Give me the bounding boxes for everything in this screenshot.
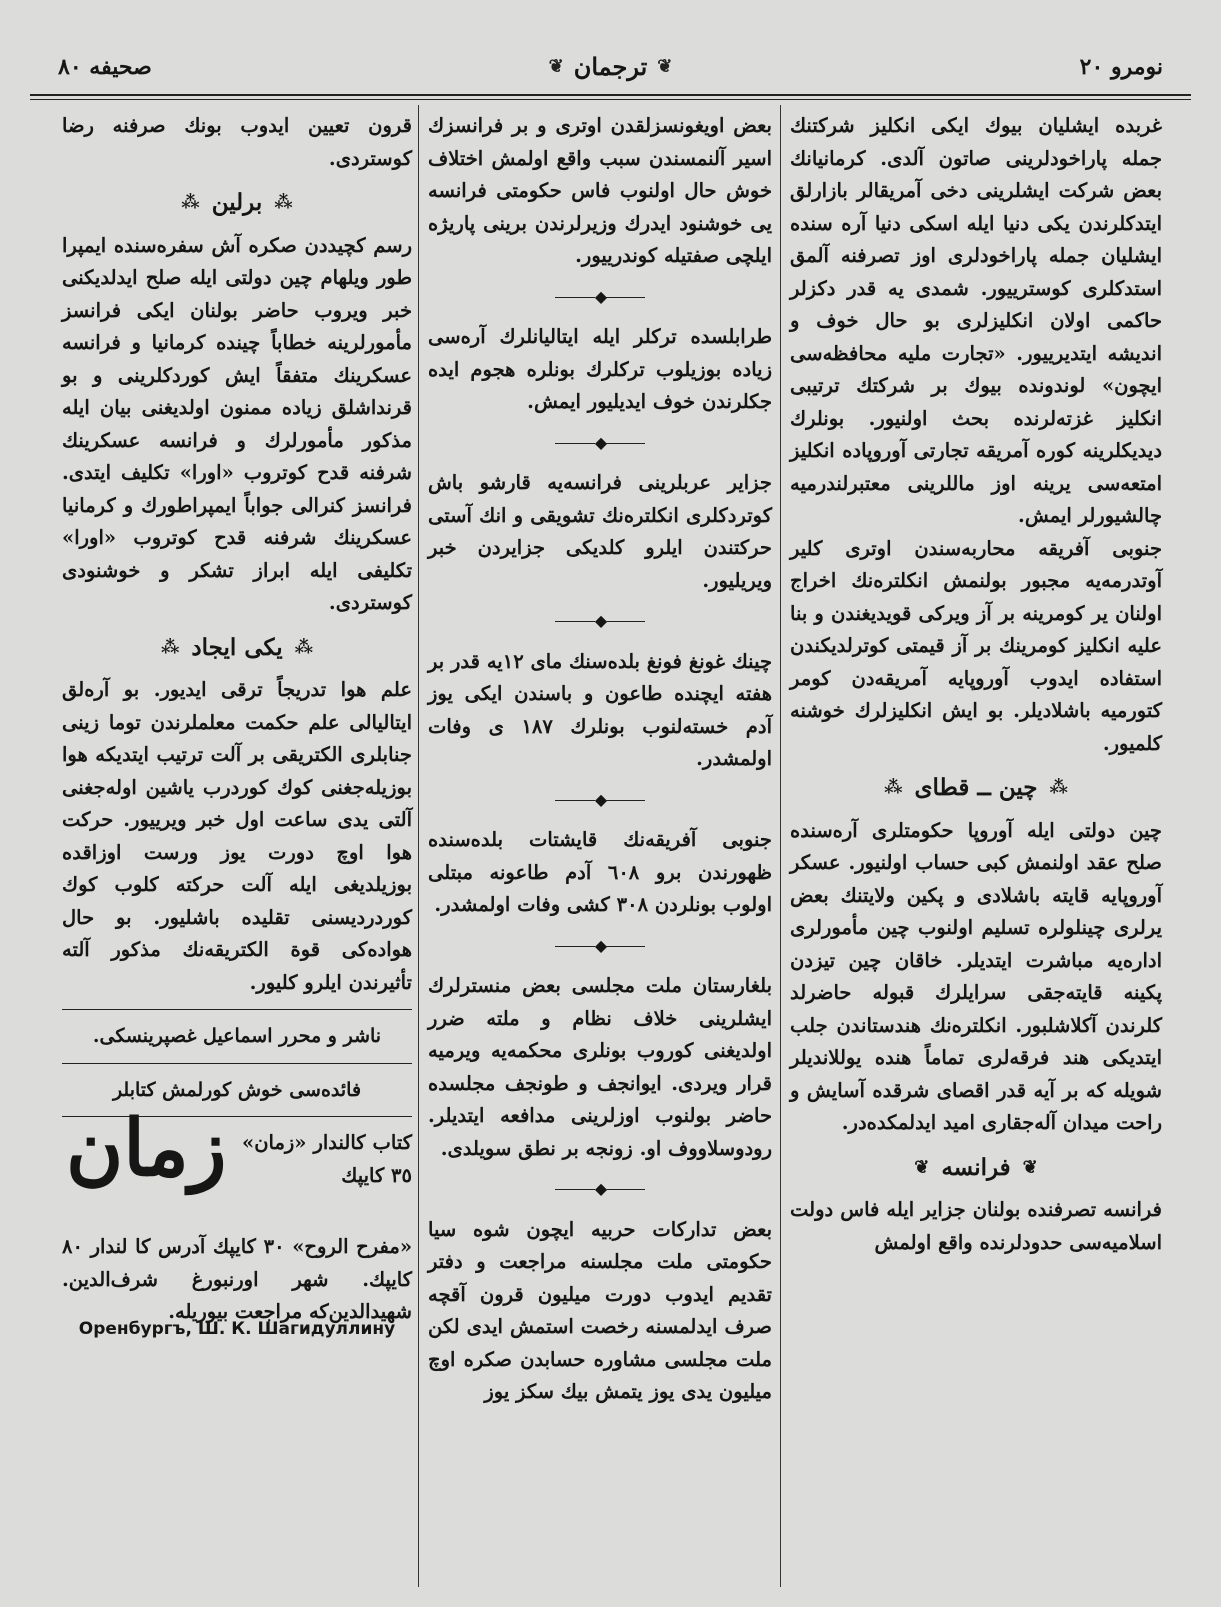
- ad-text: «مفرح الروح» ٣٠ كايپك آدرس كا لندار ٨٠ كايپك. شهر اورنبورغ شرف‌الدين. شهيدالدين‌كه مراجعت بيوريله.: [62, 1235, 413, 1323]
- article-paragraph: بعض تداركات حربيه ايچون شوه سيا حكومتى ملت مجلسنه مراجعت و دفتر تقديم ايدوب دورت ميليون قرون آقچه صرف ايدلمسنه رخصت استمش ايدى لكن ملت مجلسى مشاوره حسابدن صكره اوچ ميليون يدى يوز يتمش بيك سكز يوز: [428, 1217, 772, 1403]
- article-paragraph: بلغارستان ملت مجلسى بعض منسترلرك ايشلرينى خلاف نظام و ملته ضرر اولديغنى كوروب بونلرى محكمه‌يه ويرميه قرار ويردى. ايوانجف و طونجف مجلسده حاضر بولنوب اوزلرينى مدافعه ايتديلر. رودوسلاووف او. زونجه بر نطق سويلدى.: [428, 974, 772, 1160]
- header-rule: [30, 94, 1191, 96]
- issue-number: نومرو ٢٠: [1079, 54, 1163, 80]
- ornament-icon: ⁂: [274, 192, 293, 213]
- article-paragraph: بعض اويغونسزلقدن اوترى و بر فرانسزك اسير آلنمسندن سبب واقع اولمش اختلاف خوش حال اولنوب فاس حكومتى فرانسه يى خوشنود ايدرك وزيرلرندن برينى پاريژه ايلچى صفتيله كوندرييور.: [428, 114, 772, 267]
- ornament-icon: ❦: [914, 1156, 930, 1178]
- article-paragraph: جنوبى آفريقه محاربه‌سندن اوترى كلير آوتدرمه‌يه مجبور بولنمش انكلتره‌نك اخراج اولنان ير كومرينه بر آز ويركى قويديغندن و بنا عليه انكليز كومرينك بر آز قيمتى كوترلديكندن استفاده ايدوب آوروپايه آمريقه‌دن كومر كتورميه باشلاديلر. بو ايش انكليزلرك خوشنه كلميور.: [790, 536, 1162, 755]
- section-heading: [790, 1152, 1162, 1185]
- section-heading: [790, 772, 1162, 805]
- article-paragraph: جنوبى آفريقه‌نك قايشتات بلده‌سنده ظهورندن برو ٦٠٨ آدم طاعونه مبتلى اولوب بونلردن ٣٠٨ كشى وفات اولمشدر.: [428, 828, 773, 916]
- ornament-icon: ⁂: [181, 192, 200, 213]
- divider: [62, 1063, 412, 1064]
- section-heading: [62, 187, 412, 220]
- section-heading: [62, 632, 412, 665]
- ad-text: كتاب كالندار «زمان» ٣٥ كايپك: [242, 1131, 412, 1187]
- column-left: [62, 110, 412, 1346]
- zaman-logo: زمان: [66, 1103, 227, 1194]
- article-paragraph: چينك غونغ فونغ بلده‌سنك ماى ١٢يه قدر بر هفته ايچنده طاعون و باسندن ايكى يوز آدم خسته‌لنوب بونلرك ١٨٧ ى وفات اولمشدر.: [428, 649, 773, 770]
- publisher-line: ناشر و محرر اسماعيل غصپرينسكى.: [92, 1025, 382, 1047]
- column-divider: [780, 105, 781, 1587]
- ornament-icon: ⁂: [161, 636, 180, 658]
- masthead-title: ترجمان: [573, 52, 648, 81]
- column-middle: [428, 110, 772, 1409]
- ad-address: Оренбургъ, Ш. К. Шагидуллину: [78, 1319, 396, 1339]
- separator-icon: ◆: [428, 281, 772, 314]
- article-paragraph: رسم كچيددن صكره آش سفره‌سنده ايمپرا طور ويلهام چين دولتى ايله صلح ايدلديكنى خبر ويروب حاضر بولنان ايكى فرانسز مأمورلرينه خطاباً چينده كرمانيا و فرانسه عسكرينك متفقاً ايش كوردكلرينى و بو قرنداشلق زياده ممنون اولديغنى بيان ايله مذكور مأمورلرك و فرانسه عسكرينك شرفنه قدح كوتروب «اورا» تكليف ايتدى. فرانسز كنرالى جواباً ايمپراطورك و كرمانيا عسكرينك شرفنه قدح كوتروب «اورا» تكليفى ايله ابراز تشكر و خوشنودى كوستردى.: [62, 233, 412, 614]
- ornament-icon: ❦: [657, 56, 673, 77]
- column-divider: [418, 105, 419, 1587]
- ornament-icon: ❦: [548, 56, 564, 77]
- section-title: برلين: [211, 189, 263, 216]
- article-paragraph: قرون تعيين ايدوب بونك صرفنه رضا كوستردى.: [62, 114, 412, 170]
- masthead: [549, 52, 673, 81]
- article-paragraph: چين دولتى ايله آوروپا حكومتلرى آره‌سنده صلح عقد اولنمش كبى حساب اولنيور. عسكر آوروپايه قايته باشلادى و پكين ولايتنك بعض يرلرى چينلولره تسليم اولنوب چين مأمورلرى اداره‌يه مباشرت ايتديلر. خاقان چين تيزدن پكينه قايته‌جقى سرايلرك قبوله حاضرلد كلرندن آكلاشلبور. انكلتره‌نك هندستاندن جلب ايتديكى هند فرقه‌لرى تماماً هنده يوللانديلر شويله كه بر آيه قدر اقصاى شرقده آسايش و راحت ميدان آله‌جقارى اميد ايدلمكده‌در.: [790, 818, 1162, 1134]
- separator-icon: ◆: [428, 930, 772, 963]
- page-number: صحيفه ٨٠: [58, 54, 152, 80]
- ornament-icon: ⁂: [294, 636, 314, 658]
- article-paragraph: غربده ايشليان بيوك ايكى انكليز شركتنك جمله پاراخودلرينى صاتون آلدى. كرمانيانك بعض شركت ايشلرينى دخى آمريقالر بازارلق ايتدكلرندن يكى دنيا ايله اسكى دنيا آره سنده ايشليان جمله پاراخودلرى اوز تصرفنه آلمق استدكلرى كوسترييور. شمدى يه قدر دكزلر حاكمى اولان انكليزلرى بو حال خوف و انديشه ايتديرييور. «تجارت مليه محافظه‌سى ايچون» لوندونده بيوك بر شركتك ترتيبى انكليز غزته‌لرنده بحث اولنيور. بونلرك ديديكلرينه كوره آمريقه تجارتى آوروپاده انكليز امتعه‌سى يرينه اوز ماللرينى معتبرلندرميه چالشيورلر ايمش.: [790, 114, 1162, 527]
- books-heading: فائده‌سى خوش كورلمش كتابلر: [112, 1078, 362, 1101]
- separator-icon: ◆: [428, 784, 772, 817]
- page-header: [30, 50, 1191, 94]
- separator-icon: ◆: [428, 427, 772, 460]
- divider: [62, 1009, 412, 1010]
- ornament-icon: ⁂: [1049, 777, 1068, 798]
- section-title: چين ــ قطاى: [914, 774, 1038, 801]
- article-paragraph: جزاير عربلرينى فرانسه‌يه قارشو باش كوتردكلرى انكلتره‌نك تشويقى و انك آستى حركتندن ايلرو كلديكى جزايردن خبر ويريليور.: [428, 471, 772, 592]
- ornament-icon: ⁂: [884, 777, 903, 798]
- advertisement: [62, 1103, 413, 1323]
- article-paragraph: طرابلسده تركلر ايله ايتاليانلرك آره‌سى زياده بوزيلوب تركلرك بونلره هجوم ايده جكلرندن خوف ايديليور ايمش.: [428, 325, 772, 413]
- section-title: يكى ايجاد: [191, 633, 283, 661]
- ornament-icon: ❦: [1022, 1156, 1038, 1178]
- column-right: [790, 110, 1162, 1259]
- header-rule-thin: [30, 99, 1191, 100]
- section-title: فرانسه: [941, 1153, 1011, 1181]
- separator-icon: ◆: [428, 1173, 772, 1206]
- article-paragraph: فرانسه تصرفنده بولنان جزاير ايله فاس دولت اسلاميه‌سى حدودلرنده واقع اولمش: [790, 1198, 1162, 1254]
- separator-icon: ◆: [428, 605, 772, 638]
- article-paragraph: علم هوا تدريجاً ترقى ايديور. بو آره‌لق ايتاليالى علم حكمت معلملرندن توما زينى جنابلرى الكتريقى بر آلت ترتيب ايتديكه هوا بوزيله‌جغنى كوك كوردرب ياشين اوله‌جغنى آلتى يدى ساعت اول خبر ويرييور. حركت هوا اوچ دورت يوز ورست اوزاقده بوزيلديغى ايله آلت حركته كلوب كوك كوردرديسنى تقليده باشليور. بو حال هواده‌كى قوة الكتريقه‌نك مذكور آلته تأثيرندن ايلرو كليور.: [62, 678, 412, 994]
